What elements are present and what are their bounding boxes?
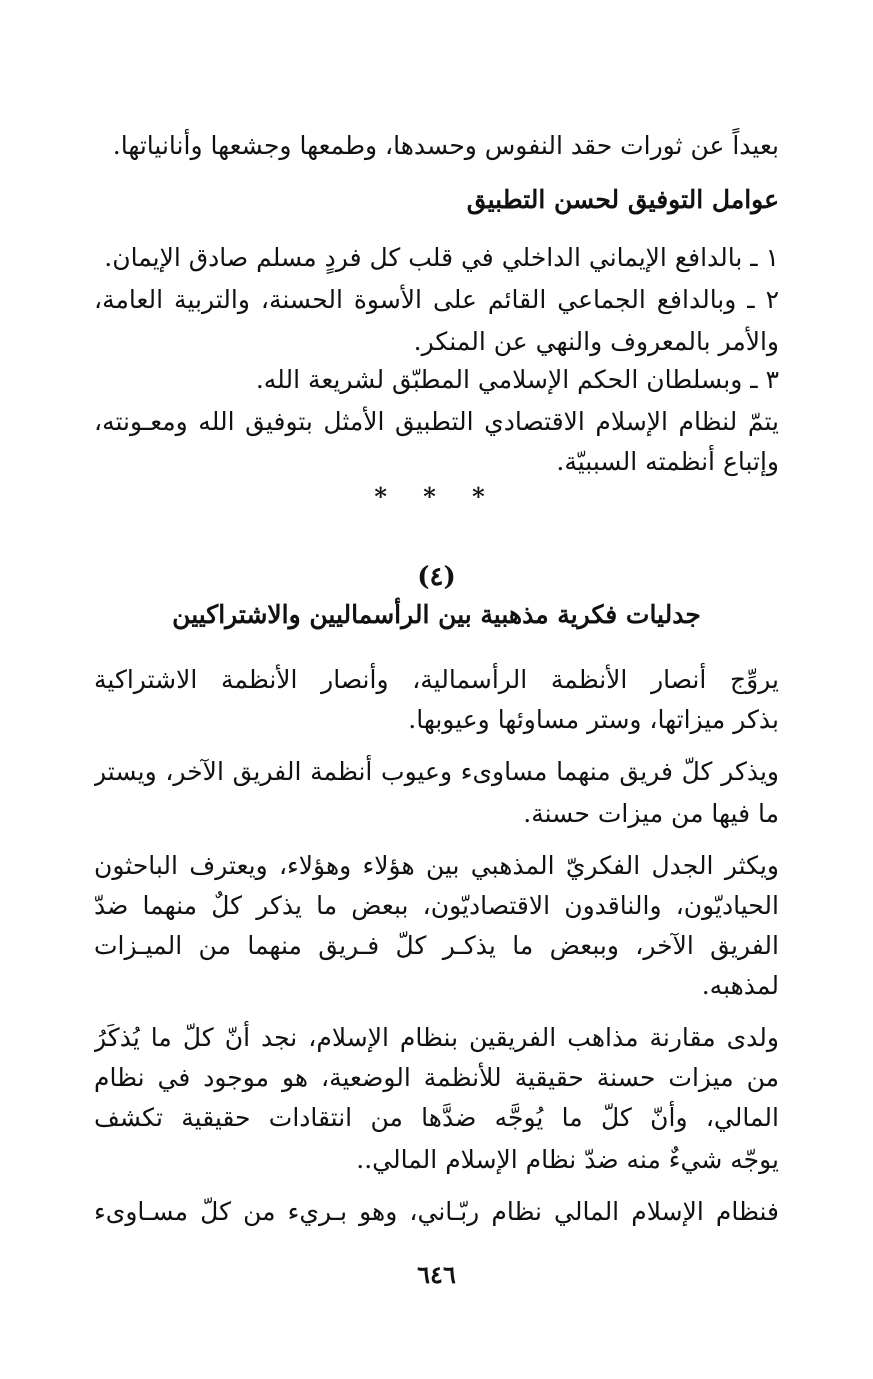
text-line: يروِّج أنصار الأنظمة الرأسمالية، وأنصار الأنظمة الاشتراكية (94, 665, 779, 694)
text-line: ويكثر الجدل الفكريّ المذهبي بين هؤلاء وهؤلاء، ويعترف الباحثون (94, 851, 779, 880)
page-number: ٦٤٦ (417, 1260, 456, 1289)
list-item: ٣ ـ وبسلطان الحكم الإسلامي المطبّق لشريعة الله. (255, 365, 779, 394)
text-line: لمذهبه. (701, 971, 779, 1000)
text-line: يوجّه شيءٌ منه ضدّ نظام الإسلام المالي.. (356, 1145, 779, 1174)
text-line: الفريق الآخر، وببعض ما يذكـر كلّ فـريق منهما من الميـزات (94, 931, 779, 960)
chapter-title: جدليات فكرية مذهبية بين الرأسماليين والاشتراكيين (172, 600, 701, 629)
text-line: ما فيها من ميزات حسنة. (523, 799, 779, 828)
chapter-number: (٤) (417, 562, 456, 592)
section-heading: عوامل التوفيق لحسن التطبيق (466, 185, 779, 214)
text-line: يتمّ لنظام الإسلام الاقتصادي التطبيق الأمثل بتوفيق الله ومعـونته، (94, 407, 779, 436)
list-item: ١ ـ بالدافع الإيماني الداخلي في قلب كل فردٍ مسلم صادق الإيمان. (104, 243, 779, 272)
section-separator: * * * (374, 482, 499, 511)
text-line: بذكر ميزاتها، وستر مساوئها وعيوبها. (408, 705, 779, 734)
text-line: بعيداً عن ثورات حقد النفوس وحسدها، وطمعها وجشعها وأنانياتها. (112, 131, 779, 160)
text-line: من ميزات حسنة حقيقية للأنظمة الوضعية، هو موجود في نظام (94, 1063, 779, 1092)
text-line: والأمر بالمعروف والنهي عن المنكر. (413, 327, 779, 356)
list-item: ٢ ـ وبالدافع الجماعي القائم على الأسوة الحسنة، والتربية العامة، (94, 285, 779, 314)
text-line: المالي، وأنّ كلّ ما يُوجَّه ضدَّها من انتقادات حقيقية تكشف (94, 1103, 779, 1132)
text-line: ويذكر كلّ فريق منهما مساوىء وعيوب أنظمة الفريق الآخر، ويستر (94, 757, 779, 786)
text-line: وإتباع أنظمته السببيّة. (556, 447, 779, 476)
text-line: فنظام الإسلام المالي نظام ربّـاني، وهو بـريء من كلّ مسـاوىء (94, 1197, 779, 1226)
text-line: الحياديّون، والناقدون الاقتصاديّون، ببعض ما يذكر كلٌ منهما ضدّ (94, 891, 779, 920)
text-line: ولدى مقارنة مذاهب الفريقين بنظام الإسلام، نجد أنّ كلّ ما يُذكَرُ (94, 1023, 779, 1052)
